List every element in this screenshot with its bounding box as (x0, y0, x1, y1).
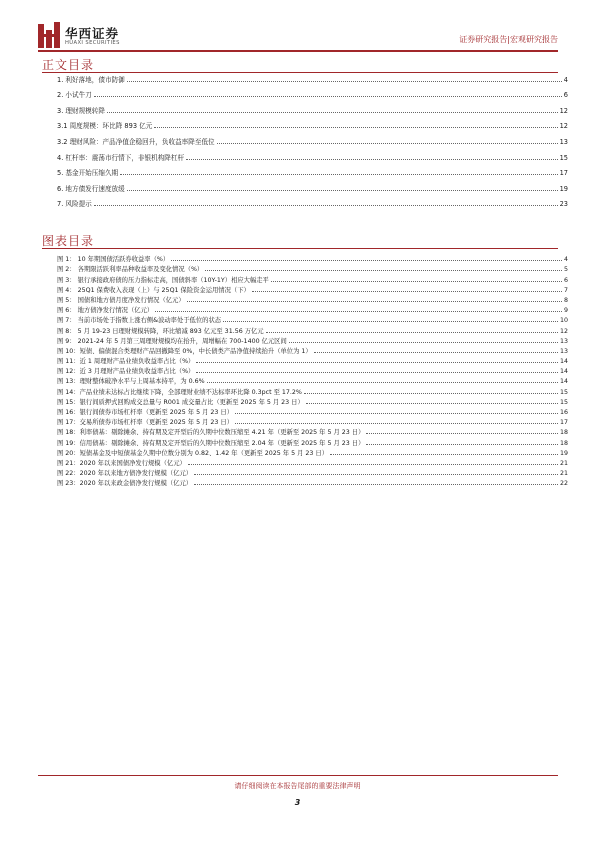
toc-entry-page: 17 (559, 169, 568, 178)
figure-entry[interactable] (57, 416, 568, 426)
figure-entry[interactable] (57, 304, 568, 314)
toc-entry-page: 19 (559, 184, 568, 193)
dot-leader (120, 174, 557, 175)
dot-leader (235, 423, 558, 424)
toc-entry-text: 4. 杠杆率：震荡市行情下，非银机构降杠杆 (57, 153, 185, 162)
figure-entry[interactable] (57, 436, 568, 446)
figure-entry-text: 图 9： 2021-24 年 5 月第三周理财规模均在抬升，周增幅在 700-1400 亿元区间 (57, 337, 287, 345)
dot-leader (94, 205, 558, 206)
toc-entry-page: 23 (559, 200, 568, 209)
figure-entry-text: 图 18：利率债基：剔除摊余、持有期及定开型后的久期中位数压缩至 4.21 年（更新至 2025 年 5 月 23 日） (57, 429, 365, 437)
dot-leader (266, 332, 558, 333)
figure-entry-page: 14 (559, 378, 568, 386)
figure-entry[interactable] (57, 314, 568, 324)
huaxi-logo-icon (38, 22, 60, 50)
figure-entry-page: 18 (559, 429, 568, 437)
figure-entry-page: 10 (559, 317, 568, 325)
figure-entry[interactable] (57, 457, 568, 467)
dot-leader (366, 444, 558, 445)
figure-entry-text: 图 5： 国债和地方债月度净发行情况（亿元） (57, 296, 185, 304)
toc-entry[interactable] (57, 130, 568, 146)
figure-entry-text: 图 11：近 1 周理财产品业绩负收益率占比（%） (57, 358, 195, 366)
figure-entry[interactable] (57, 355, 568, 365)
toc-entry-text: 6. 地方债发行速度放缓 (57, 184, 125, 193)
figure-entry[interactable] (57, 467, 568, 477)
figure-entry-text: 图 19：信用债基：剔除摊余、持有期及定开型后的久期中位数压缩至 2.04 年（更新至 2025 年 5 月 23 日） (57, 439, 365, 447)
page-number: 3 (294, 798, 301, 807)
figure-entry-page: 8 (563, 296, 568, 304)
dot-leader (196, 372, 558, 373)
figure-entry-page: 15 (559, 398, 568, 406)
figure-entry[interactable] (57, 294, 568, 304)
toc-entry[interactable] (57, 193, 568, 209)
dot-leader (154, 127, 557, 128)
figure-entry-text: 图 17：交易所债券市场杠杆率（更新至 2025 年 5 月 23 日） (57, 419, 234, 427)
figure-entry-text: 图 4： 25Q1 保费收入表现（上）与 25Q1 保险资金运用情况（下） (57, 286, 250, 294)
figures-title: 图表目录 (42, 234, 95, 248)
figure-entry[interactable] (57, 335, 568, 345)
figure-entry-page: 15 (559, 388, 568, 396)
toc-title: 正文目录 (42, 58, 95, 72)
figure-entry-page: 6 (563, 276, 568, 284)
dot-leader (186, 159, 558, 160)
toc-entry-page: 6 (563, 91, 568, 100)
figure-entry-text: 图 16：银行间债券市场杠杆率（更新至 2025 年 5 月 23 日） (57, 409, 234, 416)
toc-entry[interactable] (57, 177, 568, 193)
figure-entry-text: 图 21：2020 年以来国债净发行规模（亿元） (57, 459, 186, 467)
figure-entry-page: 5 (563, 266, 568, 274)
toc-entry-text: 7. 风险提示 (57, 200, 92, 209)
figure-entry-page: 19 (559, 449, 568, 457)
figure-entry-text: 图 22：2020 年以来地方债净发行规模（亿元） (57, 470, 193, 478)
figure-entry-page: 14 (559, 358, 568, 366)
figure-entry-page: 7 (563, 286, 568, 294)
figure-entry-text: 图 14：产品业绩未达标占比继续下降，全部理财业绩不达标率环比降 0.3pct 至 17.2% (57, 388, 302, 396)
dot-leader (194, 474, 558, 475)
toc-entry[interactable] (57, 99, 568, 115)
toc-entry-text: 3.2 理财风险：产品净值企稳回升，负收益率降至低位 (57, 137, 215, 146)
figure-entry-page: 16 (559, 409, 568, 416)
figure-entry-text: 图 13：理财整体破净水平与上周基本持平，为 0.6% (57, 378, 205, 386)
dot-leader (127, 190, 558, 191)
figure-entry-text: 图 1： 10 年期国债活跃券收益率（%） (57, 256, 170, 264)
figure-entry[interactable] (57, 273, 568, 283)
figure-entry-page: 21 (559, 470, 568, 478)
figure-entry[interactable] (57, 345, 568, 355)
figure-entry[interactable] (57, 385, 568, 395)
toc-entry-text: 3. 理财规模转降 (57, 106, 105, 115)
toc-entry-page: 12 (559, 122, 568, 131)
figure-entry-page: 4 (563, 256, 568, 264)
dot-leader (188, 464, 558, 465)
figure-entry[interactable] (57, 406, 568, 416)
figure-list (57, 253, 568, 487)
page-header (38, 22, 558, 52)
figure-entry[interactable] (57, 324, 568, 334)
dot-leader (94, 96, 562, 97)
figure-entry-text: 图 12：近 3 月理财产品业绩负收益率占比（%） (57, 368, 195, 376)
dot-leader (196, 362, 558, 363)
figure-entry-page: 18 (559, 439, 568, 447)
toc-entry-page: 12 (559, 106, 568, 115)
dot-leader (304, 393, 558, 394)
figure-entry-text: 图 20：短债基金及中短债基金久期中位数分别为 0.82、1.42 年（更新至 2025 年 5 月 23 日） (57, 449, 329, 457)
figure-entry-text: 图 3： 银行承接政府债的压力指标走高，国债斜率（10Y-1Y）相应大幅走平 (57, 276, 269, 284)
figure-entry-text: 图 8： 5 月 19-23 日理财规模转降，环比缩减 893 亿元至 31.56 万亿元 (57, 327, 264, 335)
dot-leader (171, 260, 562, 261)
brand-name-cn: 华西证券 (65, 26, 120, 41)
figure-entry-text: 图 15：银行间质押式回购成交总量与 R001 成交量占比（更新至 2025 年 5 月 23 日） (57, 398, 304, 406)
figure-entry-page: 17 (559, 419, 568, 427)
figure-entry[interactable] (57, 426, 568, 436)
dot-leader (207, 382, 558, 383)
figures-title-divider (42, 248, 558, 249)
toc-entry-page: 13 (559, 137, 568, 146)
figure-entry-text: 图 7： 当前市场处于指数上涨右侧&波动率处于低位的状态 (57, 317, 222, 325)
legal-notice: 请仔细阅读在本报告尾部的重要法律声明 (234, 782, 361, 790)
dot-leader (306, 403, 558, 404)
figure-entry-page: 13 (559, 347, 568, 355)
figure-entry[interactable] (57, 284, 568, 294)
figure-entry[interactable] (57, 477, 568, 487)
dot-leader (127, 81, 562, 82)
dot-leader (252, 291, 562, 292)
figure-entry[interactable] (57, 375, 568, 385)
toc-entry-text: 2. 小试牛刀 (57, 91, 92, 100)
figure-entry-text: 图 2： 各期限活跃利率品种收益率及变化情况（%） (57, 266, 204, 274)
header-divider (38, 50, 558, 52)
toc-entry[interactable] (57, 146, 568, 162)
figure-entry[interactable] (57, 447, 568, 457)
toc-entry-page: 15 (559, 153, 568, 162)
figure-entry-text: 图 10：短债、偏债混合类理财产品回撤降至 0%，中长债类产品净值持续抬升（单位为 1） (57, 347, 312, 355)
dot-leader (205, 270, 562, 271)
figure-entry-page: 14 (559, 368, 568, 376)
figure-entry[interactable] (57, 253, 568, 263)
toc-entry[interactable] (57, 68, 568, 84)
dot-leader (289, 342, 558, 343)
figure-entry-page: 9 (563, 307, 568, 315)
figure-entry-text: 图 23：2020 年以来政金债净发行规模（亿元） (57, 480, 193, 488)
figure-entry[interactable] (57, 365, 568, 375)
report-type-label: 证券研究报告|宏观研究报告 (459, 35, 558, 44)
toc-entry[interactable] (57, 84, 568, 100)
dot-leader (155, 311, 562, 312)
figure-entry[interactable] (57, 396, 568, 406)
toc-entry-page: 4 (563, 75, 568, 84)
figure-entry-page: 21 (559, 459, 568, 467)
dot-leader (194, 484, 558, 485)
figure-entry-page: 12 (559, 327, 568, 335)
toc-entry-text: 3.1 周度规模：环比降 893 亿元 (57, 122, 153, 131)
dot-leader (330, 454, 558, 455)
figure-entry[interactable] (57, 263, 568, 273)
dot-leader (223, 321, 558, 322)
brand-name-en: HUAXI SECURITIES (65, 40, 120, 46)
dot-leader (271, 281, 562, 282)
toc-entry-text: 1. 利好落地，债市防御 (57, 75, 125, 84)
dot-leader (217, 143, 558, 144)
figure-entry-text: 图 6： 地方债净发行情况（亿元） (57, 307, 154, 315)
dot-leader (187, 301, 562, 302)
toc-entry-text: 5. 基金开始压缩久期 (57, 169, 119, 178)
footer-divider (38, 775, 558, 776)
figure-entry-page: 22 (559, 480, 568, 488)
dot-leader (314, 352, 558, 353)
dot-leader (366, 433, 558, 434)
toc-list (57, 68, 568, 208)
toc-entry[interactable] (57, 162, 568, 178)
toc-entry[interactable] (57, 115, 568, 131)
figure-entry-page: 13 (559, 337, 568, 345)
dot-leader (235, 413, 558, 414)
dot-leader (107, 112, 558, 113)
